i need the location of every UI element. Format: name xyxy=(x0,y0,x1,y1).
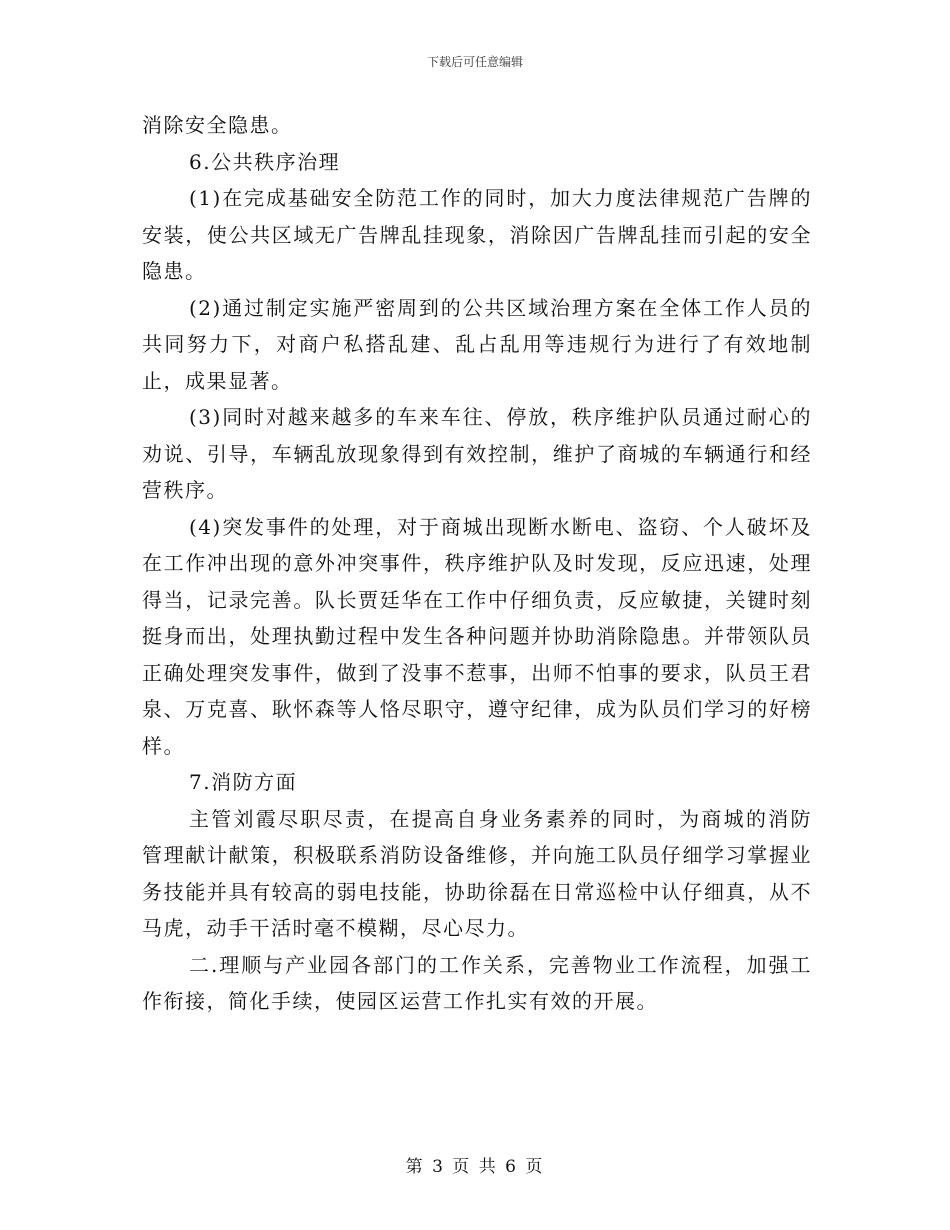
paragraph-item-3: (3)同时对越来越多的车来车往、停放，秩序维护队员通过耐心的劝说、引导，车辆乱放现象得到有效控制，维护了商城的车辆通行和经营秩序。 xyxy=(142,405,812,502)
paragraph-item-2: (2)通过制定实施严密周到的公共区域治理方案在全体工作人员的共同努力下，对商户私搭乱建、乱占乱用等违规行为进行了有效地制止，成果显著。 xyxy=(142,295,812,393)
paragraph-fire-safety: 主管刘霞尽职尽责，在提高自身业务素养的同时，为商城的消防管理献计献策，积极联系消防设备维修，并向施工队员仔细学习掌握业务技能并具有较高的弱电技能，协助徐磊在日常巡检中认仔细真，从不马虎，动手干活时毫不模糊，尽心尽力。 xyxy=(142,806,812,940)
paragraph-item-1: (1)在完成基础安全防范工作的同时，加大力度法律规范广告牌的安装，使公共区域无广告牌乱挂现象，消除因广告牌乱挂而引起的安全隐患。 xyxy=(142,186,812,283)
paragraph-item-4: (4)突发事件的处理，对于商城出现断水断电、盗窃、个人破坏及在工作冲出现的意外冲突事件，秩序维护队及时发现，反应迅速，处理得当，记录完善。队长贾廷华在工作中仔细负责，反应敏捷，关键时刻挺身而出，处理执勤过程中发生各种问题并协助消除隐患。并带领队员正确处理突发事件，做到了没事不惹事，出师不怕事的要求，队员王君泉、万克喜、耿怀森等人恪尽职守，遵守纪律，成为队员们学习的好榜样。 xyxy=(142,514,812,758)
paragraph-section-two: 二.理顺与产业园各部门的工作关系，完善物业工作流程，加强工作衔接，简化手续，使园区运营工作扎实有效的开展。 xyxy=(142,952,812,1013)
section-heading-6: 6.公共秩序治理 xyxy=(189,149,341,174)
paragraph-0: 消除安全隐患。 xyxy=(142,113,293,137)
page-header: 下载后可任意编辑 xyxy=(426,55,523,69)
page-footer: 第 3 页 共 6 页 xyxy=(405,1157,545,1177)
section-heading-7: 7.消防方面 xyxy=(189,770,298,794)
document-body xyxy=(142,107,812,1020)
